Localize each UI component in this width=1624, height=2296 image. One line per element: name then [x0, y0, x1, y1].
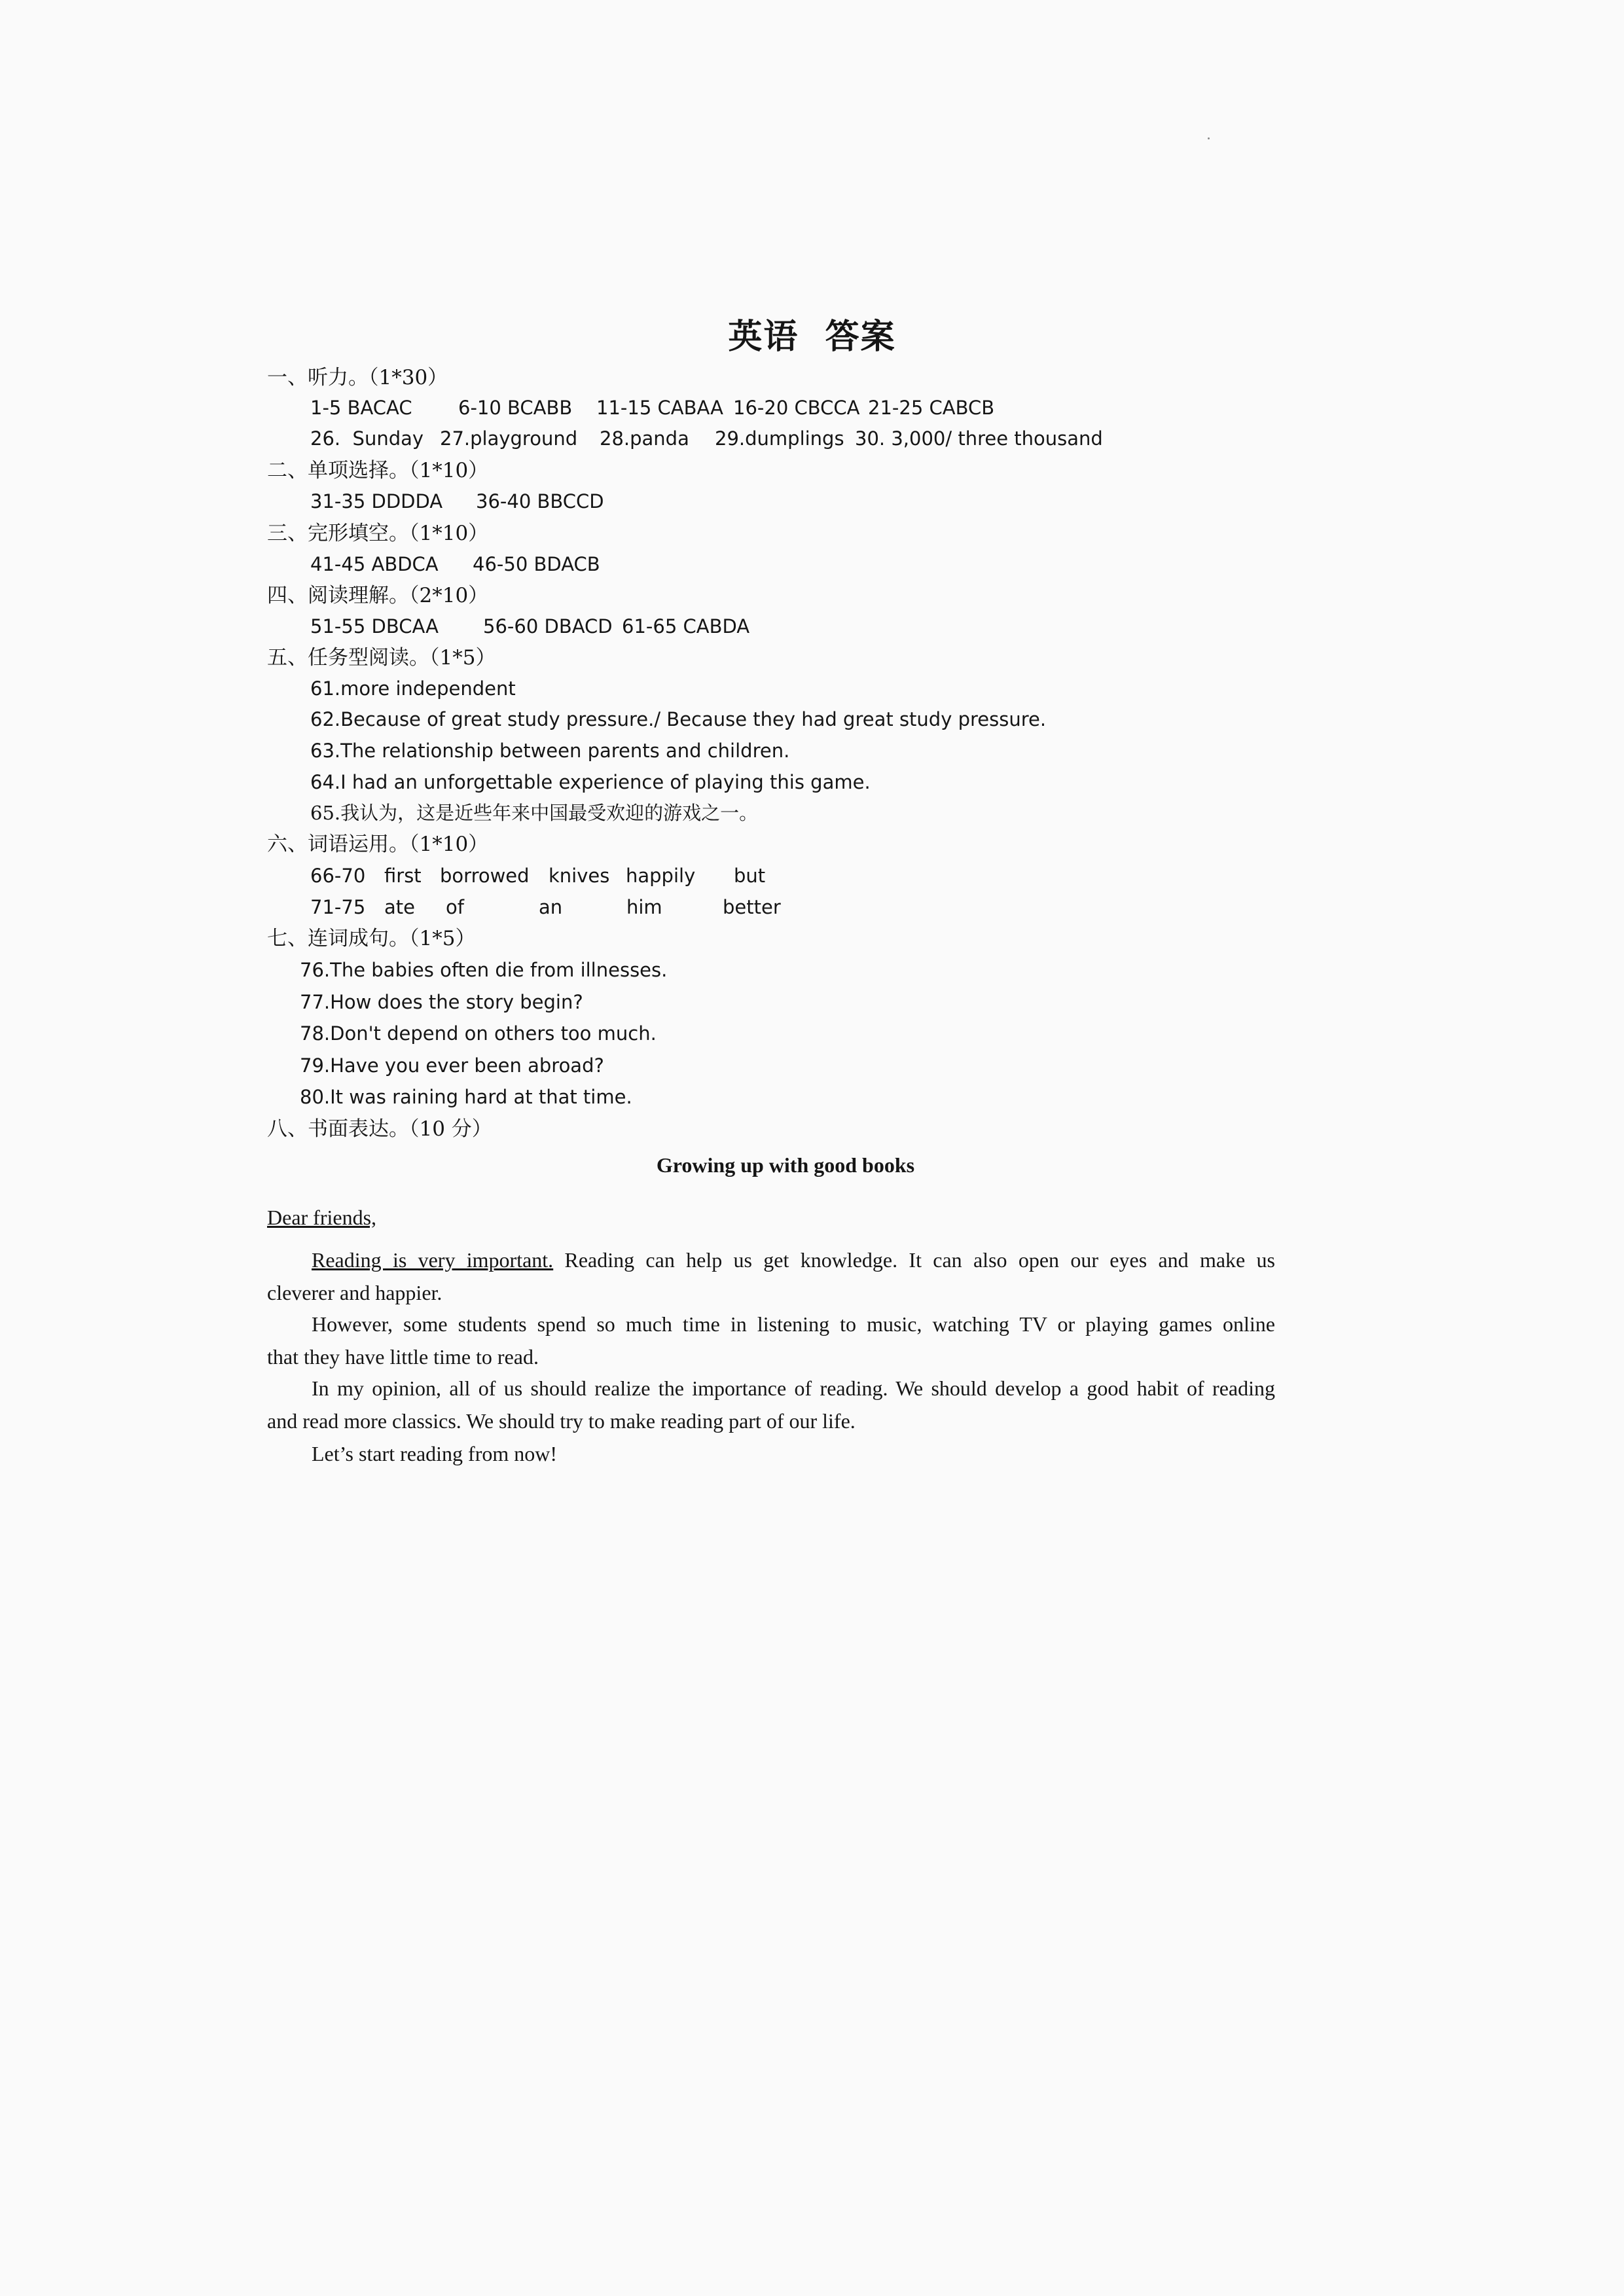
answer-item: 27.playground	[440, 427, 578, 450]
section-6-heading: 六、词语运用。（1*10）	[267, 833, 489, 856]
sentence-answer: 76.The babies often die from illnesses.	[300, 959, 668, 981]
section-4-heading: 四、阅读理解。（2*10）	[267, 584, 489, 607]
essay-greeting: Dear friends,	[267, 1206, 377, 1229]
answer-item: 26. Sunday	[310, 427, 424, 450]
essay-paragraph-3: In my opinion, all of us should realize the importance of reading. We should develop a good habit of reading	[312, 1376, 1275, 1400]
section-3-heading: 三、完形填空。（1*10）	[267, 522, 489, 545]
answer-group: 21-25 CABCB	[868, 397, 995, 419]
essay-text: and read more classics. We should try to make reading part of our life.	[267, 1409, 856, 1433]
task-answer: 65.我认为，这是近些年来中国最受欢迎的游戏之一。	[310, 802, 759, 824]
answer-group: 56-60 DBACD	[483, 615, 613, 637]
answer-item: 28.panda	[600, 427, 689, 450]
sentence-answer: 79.Have you ever been abroad?	[300, 1054, 604, 1077]
section-5-heading: 五、任务型阅读。（1*5）	[267, 646, 496, 670]
answer-group: 46-50 BDACB	[473, 553, 600, 575]
section-2-heading: 二、单项选择。（1*10）	[267, 459, 489, 482]
word-answer: better	[723, 896, 781, 918]
answer-group: 41-45 ABDCA	[310, 553, 439, 575]
essay-paragraph-1	[267, 1244, 1275, 1276]
word-answer: him	[626, 896, 662, 918]
essay-text: that they have little time to read.	[267, 1345, 539, 1369]
section-7-heading: 七、连词成句。（1*5）	[267, 927, 476, 950]
section-1-heading: 一、听力。（1*30）	[267, 366, 448, 389]
essay-text: Reading can help us get knowledge. It can also open our eyes and make us	[553, 1248, 1276, 1272]
word-answer: ate	[384, 896, 415, 918]
word-range: 71-75	[310, 896, 366, 918]
word-answer: of	[446, 896, 464, 918]
answer-group: 31-35 DDDDA	[310, 490, 443, 512]
sentence-answer: 77.How does the story begin?	[300, 991, 583, 1013]
answer-group: 1-5 BACAC	[310, 397, 412, 419]
section-8-heading: 八、书面表达。（10 分）	[267, 1117, 492, 1141]
word-answer: an	[539, 896, 563, 918]
word-answer: but	[734, 865, 766, 887]
essay-key-sentence: Reading is very important.	[312, 1248, 554, 1272]
task-answer: 64.I had an unforgettable experience of playing this game.	[310, 771, 871, 793]
word-range: 66-70	[310, 865, 366, 887]
word-answer: knives	[549, 865, 610, 887]
answer-group: 16-20 CBCCA	[733, 397, 860, 419]
task-answer: 63.The relationship between parents and children.	[310, 740, 790, 762]
answer-group: 36-40 BBCCD	[476, 490, 604, 512]
answer-item: 30. 3,000/ three thousand	[855, 427, 1103, 450]
sentence-answer: 80.It was raining hard at that time.	[300, 1086, 632, 1108]
answer-group: 51-55 DBCAA	[310, 615, 439, 637]
essay-paragraph-4: Let’s start reading from now!	[312, 1442, 557, 1465]
word-answer: first	[384, 865, 422, 887]
answer-group: 11-15 CABAA	[596, 397, 723, 419]
page-title: 英语 答案	[728, 317, 896, 357]
sentence-answer: 78.Don't depend on others too much.	[300, 1022, 657, 1045]
task-answer: 62.Because of great study pressure./ Because they had great study pressure.	[310, 708, 1047, 730]
essay-paragraph-2: However, some students spend so much time in listening to music, watching TV or playing games online	[312, 1312, 1275, 1336]
essay-text: cleverer and happier.	[267, 1281, 442, 1304]
essay-title: Growing up with good books	[656, 1153, 915, 1177]
answer-group: 61-65 CABDA	[622, 615, 750, 637]
word-answer: borrowed	[440, 865, 530, 887]
answer-item: 29.dumplings	[715, 427, 844, 450]
task-answer: 61.more independent	[310, 677, 516, 700]
scan-speck	[1208, 137, 1210, 139]
word-answer: happily	[626, 865, 696, 887]
answer-group: 6-10 BCABB	[458, 397, 573, 419]
